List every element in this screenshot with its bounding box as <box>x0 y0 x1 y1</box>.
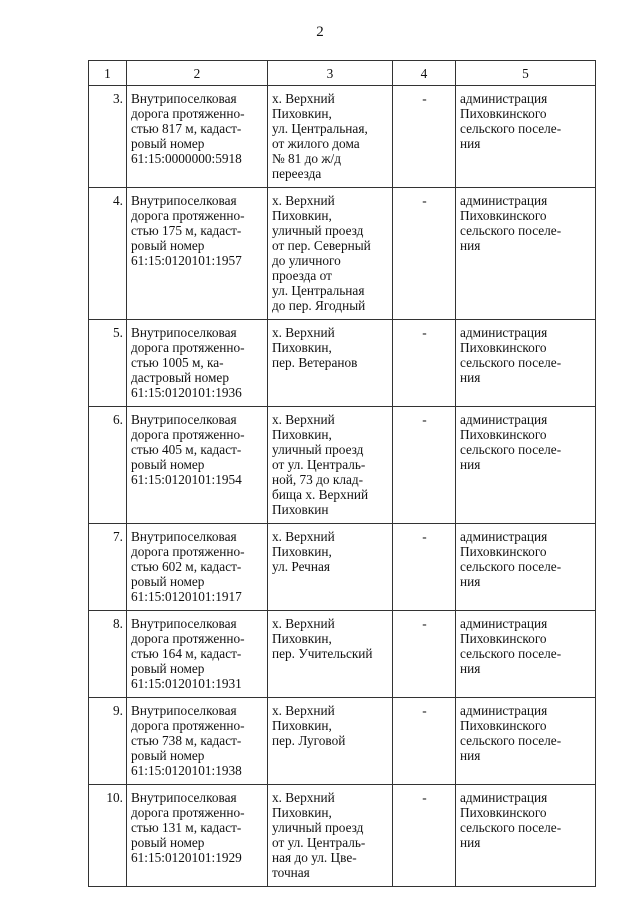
table-row <box>89 320 596 407</box>
header-col-3: 3 <box>268 61 393 86</box>
owner: администрация Пиховкинского сельского поселе- ния <box>456 188 596 320</box>
table-row <box>89 611 596 698</box>
owner: администрация Пиховкинского сельского поселе- ния <box>456 320 596 407</box>
road-description: Внутрипоселковая дорога протяженно- стью 1005 м, ка- дастровый номер 61:15:0120101:1936 <box>127 320 268 407</box>
col4-value: - <box>393 524 456 611</box>
road-description: Внутрипоселковая дорога протяженно- стью 738 м, кадаст- ровый номер 61:15:0120101:1938 <box>127 698 268 785</box>
row-number: 4. <box>89 188 127 320</box>
owner: администрация Пиховкинского сельского поселе- ния <box>456 524 596 611</box>
row-number: 9. <box>89 698 127 785</box>
col4-value: - <box>393 407 456 524</box>
owner: администрация Пиховкинского сельского поселе- ния <box>456 86 596 188</box>
road-description: Внутрипоселковая дорога протяженно- стью 602 м, кадаст- ровый номер 61:15:0120101:1917 <box>127 524 268 611</box>
owner: администрация Пиховкинского сельского поселе- ния <box>456 785 596 887</box>
road-location: х. Верхний Пиховкин, ул. Речная <box>268 524 393 611</box>
col4-value: - <box>393 86 456 188</box>
road-location: х. Верхний Пиховкин, ул. Центральная, от жилого дома № 81 до ж/д переезда <box>268 86 393 188</box>
table-row <box>89 785 596 887</box>
header-col-1: 1 <box>89 61 127 86</box>
table-row <box>89 188 596 320</box>
road-description: Внутрипоселковая дорога протяженно- стью 131 м, кадаст- ровый номер 61:15:0120101:1929 <box>127 785 268 887</box>
row-number: 10. <box>89 785 127 887</box>
road-location: х. Верхний Пиховкин, уличный проезд от ул. Централь- ная до ул. Цве- точная <box>268 785 393 887</box>
table-row <box>89 86 596 188</box>
roads-table <box>88 60 596 887</box>
page-number: 2 <box>316 24 324 40</box>
road-location: х. Верхний Пиховкин, уличный проезд от пер. Северный до уличного проезда от ул. Центральная до пер. Ягодный <box>268 188 393 320</box>
road-description: Внутрипоселковая дорога протяженно- стью 405 м, кадаст- ровый номер 61:15:0120101:1954 <box>127 407 268 524</box>
col4-value: - <box>393 188 456 320</box>
road-location: х. Верхний Пиховкин, пер. Учительский <box>268 611 393 698</box>
col4-value: - <box>393 611 456 698</box>
header-col-5: 5 <box>456 61 596 86</box>
table-row <box>89 407 596 524</box>
row-number: 6. <box>89 407 127 524</box>
table-row <box>89 524 596 611</box>
table-row <box>89 698 596 785</box>
road-description: Внутрипоселковая дорога протяженно- стью 817 м, кадаст- ровый номер 61:15:0000000:5918 <box>127 86 268 188</box>
header-col-4: 4 <box>393 61 456 86</box>
road-description: Внутрипоселковая дорога протяженно- стью 175 м, кадаст- ровый номер 61:15:0120101:1957 <box>127 188 268 320</box>
road-location: х. Верхний Пиховкин, пер. Луговой <box>268 698 393 785</box>
owner: администрация Пиховкинского сельского поселе- ния <box>456 698 596 785</box>
road-location: х. Верхний Пиховкин, пер. Ветеранов <box>268 320 393 407</box>
col4-value: - <box>393 320 456 407</box>
road-description: Внутрипоселковая дорога протяженно- стью 164 м, кадаст- ровый номер 61:15:0120101:1931 <box>127 611 268 698</box>
row-number: 8. <box>89 611 127 698</box>
table-header-row <box>89 61 596 86</box>
row-number: 5. <box>89 320 127 407</box>
col4-value: - <box>393 785 456 887</box>
row-number: 7. <box>89 524 127 611</box>
owner: администрация Пиховкинского сельского поселе- ния <box>456 611 596 698</box>
col4-value: - <box>393 698 456 785</box>
header-col-2: 2 <box>127 61 268 86</box>
road-location: х. Верхний Пиховкин, уличный проезд от ул. Централь- ной, 73 до клад- бища х. Верхний Пиховкин <box>268 407 393 524</box>
owner: администрация Пиховкинского сельского поселе- ния <box>456 407 596 524</box>
row-number: 3. <box>89 86 127 188</box>
